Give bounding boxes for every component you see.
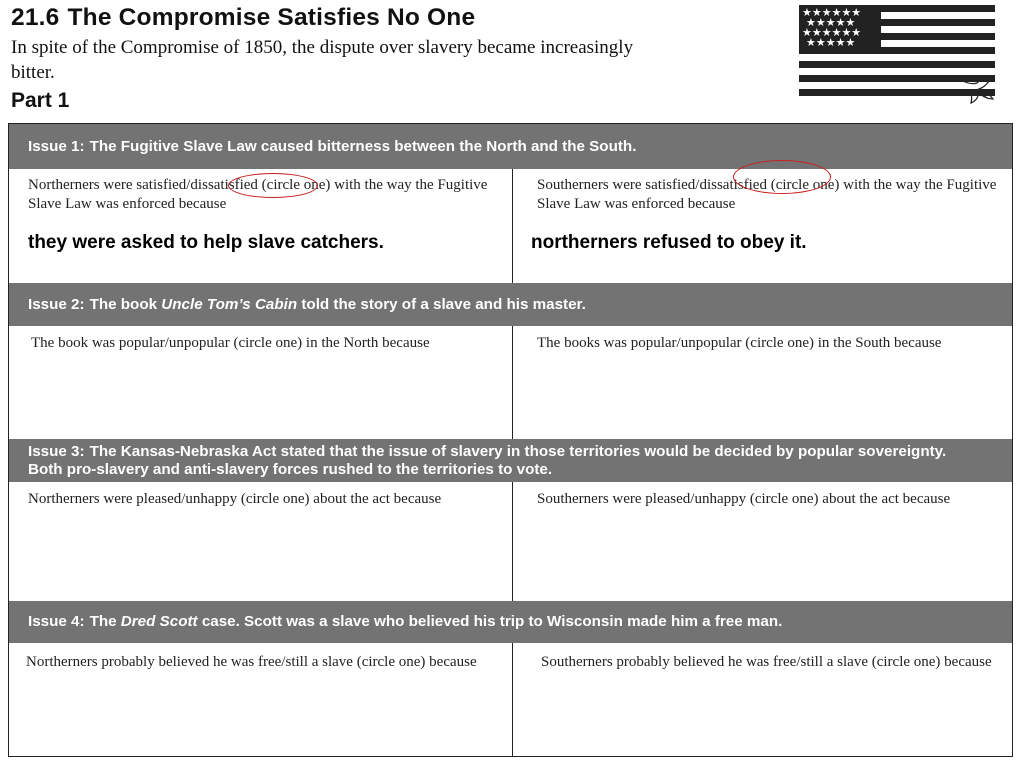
title-text: The Compromise Satisfies No One — [67, 4, 476, 31]
issue-3-south-prompt: Southerners were pleased/unhappy (circle one) about the act because — [537, 491, 951, 507]
issue-3-heading: The Kansas-Nebraska Act stated that the issue of slavery in those territories would be decided by popular sovereignty. Both pro-slavery and anti-slavery forces rushed to the territories to vote. — [28, 442, 947, 478]
issue-2-south-prompt: The books was popular/unpopular (circle one) in the South because — [537, 335, 942, 351]
issue-1-row — [9, 169, 1012, 283]
issue-3-row — [9, 482, 1012, 601]
svg-text:★★★★★: ★★★★★ — [806, 16, 856, 29]
issue-3-label: Issue 3: — [28, 442, 85, 460]
issue-3-south-cell[interactable] — [513, 482, 1012, 601]
issue-2-label: Issue 2: — [28, 295, 85, 313]
svg-text:★★★★★: ★★★★★ — [806, 36, 856, 49]
circle-annotation — [228, 173, 318, 198]
issue-3-north-cell[interactable] — [9, 482, 513, 601]
issue-2-heading-a: The book — [89, 295, 162, 313]
circle-annotation — [733, 160, 831, 194]
american-flag-icon — [795, 3, 1007, 111]
issue-4-heading-italic: Dred Scott — [120, 613, 198, 630]
page-subtitle: In spite of the Compromise of 1850, the dispute over slavery became increasingly bitter. — [11, 37, 634, 83]
issue-2-north-prompt: The book was popular/unpopular (circle one) in the North because — [31, 335, 430, 351]
issue-4-band — [9, 601, 1012, 643]
svg-text:★★★★★★: ★★★★★★ — [802, 26, 862, 39]
issue-4-heading-a: The — [89, 613, 121, 630]
issue-2-heading-italic: Uncle Tom’s Cabin — [161, 295, 298, 313]
issue-1-south-answer[interactable]: northerners refused to obey it. — [531, 232, 807, 253]
issue-1-north-cell[interactable] — [9, 169, 513, 283]
issue-4-south-prompt: Southerners probably believed he was free/still a slave (circle one) because — [541, 654, 992, 670]
issue-4-label: Issue 4: — [28, 613, 85, 630]
issue-1-south-cell[interactable] — [513, 169, 1012, 283]
issue-4-south-cell[interactable] — [513, 643, 1012, 756]
issue-2-heading-b: told the story of a slave and his master. — [297, 295, 586, 313]
part-heading: Part 1 — [11, 89, 70, 112]
issue-4-north-cell[interactable] — [9, 643, 513, 756]
issue-3-heading-wrap — [28, 443, 983, 479]
issue-1-heading: The Fugitive Slave Law caused bitterness between the North and the South. — [89, 137, 637, 155]
issue-1-label: Issue 1: — [28, 137, 85, 155]
issue-1-north-prompt: Northerners were satisfied/dissatisfied (circle one) with the way the Fugitive Slave Law was enforced because — [28, 177, 488, 212]
issue-4-north-prompt: Northerners probably believed he was free/still a slave (circle one) because — [26, 654, 477, 670]
issue-2-band — [9, 283, 1012, 326]
issue-2-north-cell[interactable] — [9, 326, 513, 439]
issue-3-north-prompt: Northerners were pleased/unhappy (circle one) about the act because — [28, 491, 442, 507]
issue-2-row — [9, 326, 1012, 439]
issue-1-band — [9, 124, 1012, 169]
svg-text:★★★★★★: ★★★★★★ — [802, 6, 862, 19]
issue-4-row — [9, 643, 1012, 756]
issue-2-south-cell[interactable] — [513, 326, 1012, 439]
issue-1-south-prompt: Southerners were satisfied/dissatisfied (circle one) with the way the Fugitive Slave Law was enforced because — [537, 177, 997, 212]
worksheet-table — [8, 123, 1013, 757]
issue-1-north-answer[interactable]: they were asked to help slave catchers. — [28, 232, 384, 253]
page-title — [11, 4, 475, 32]
issue-4-heading-b: case. Scott was a slave who believed his trip to Wisconsin made him a free man. — [197, 613, 783, 630]
section-number: 21.6 — [11, 4, 60, 31]
issue-3-band — [9, 439, 1012, 482]
